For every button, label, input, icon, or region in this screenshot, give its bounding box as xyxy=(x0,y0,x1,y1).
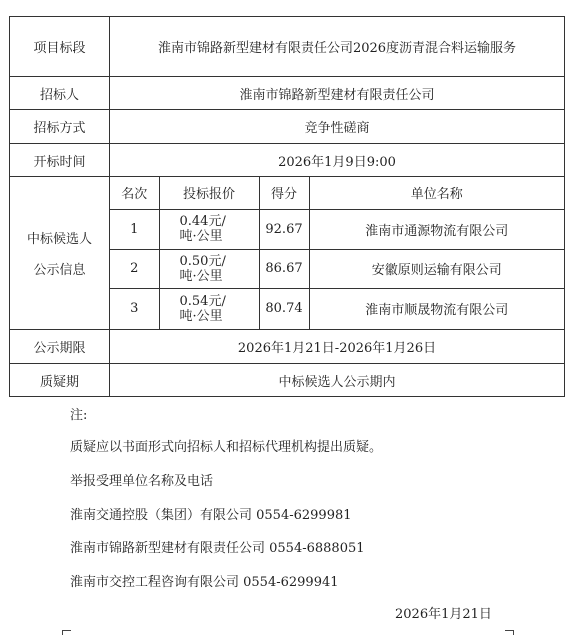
price-line: 0.50元/ xyxy=(179,253,226,269)
table-row xyxy=(110,209,564,249)
note-line-1: 质疑应以书面形式向招标人和招标代理机构提出质疑。 xyxy=(70,440,383,455)
query-value: 中标候选人公示期内 xyxy=(110,364,565,397)
candidates-label-line1: 中标候选人 xyxy=(26,232,92,247)
price-line: 0.44元/ xyxy=(179,214,226,229)
score-cell: 80.74 xyxy=(259,288,309,329)
candidates-label-line2: 公示信息 xyxy=(33,263,86,278)
header-price: 投标报价 xyxy=(159,177,259,209)
crop-mark-left xyxy=(62,630,71,635)
tenderer-label: 招标人 xyxy=(10,77,110,110)
note-line-4: 淮南市锦路新型建材有限责任公司 0554-6888051 xyxy=(70,541,365,556)
price-line: 0.54元/ xyxy=(179,293,226,309)
candidates-table xyxy=(110,177,564,329)
header-rank: 名次 xyxy=(110,177,159,209)
price-unit: 吨·公里 xyxy=(179,268,223,284)
score-cell: 92.67 xyxy=(259,209,309,249)
company-cell: 安徽原则运输有限公司 xyxy=(309,249,564,288)
rank-cell: 1 xyxy=(110,209,159,249)
rank-cell: 3 xyxy=(110,288,159,329)
header-company: 单位名称 xyxy=(309,177,564,209)
price-cell xyxy=(159,209,259,249)
note-line-3: 淮南交通控股（集团）有限公司 0554-6299981 xyxy=(70,508,352,523)
note-title: 注: xyxy=(70,408,88,423)
score-cell: 86.67 xyxy=(259,249,309,288)
table-row xyxy=(110,288,564,329)
period-label: 公示期限 xyxy=(10,330,110,364)
project-label: 项目标段 xyxy=(10,17,110,77)
query-label: 质疑期 xyxy=(10,364,110,397)
price-unit: 吨·公里 xyxy=(179,308,223,324)
bid-result-table xyxy=(9,16,565,397)
crop-mark-right xyxy=(505,630,514,635)
company-cell: 淮南市顺晟物流有限公司 xyxy=(309,288,564,329)
price-cell xyxy=(159,249,259,288)
method-value: 竞争性磋商 xyxy=(110,110,565,144)
table-row xyxy=(110,249,564,288)
issue-date: 2026年1月21日 xyxy=(395,607,492,622)
note-line-5: 淮南市交控工程咨询有限公司 0554-6299941 xyxy=(70,575,339,590)
rank-cell: 2 xyxy=(110,249,159,288)
open-time-value: 2026年1月9日9:00 xyxy=(110,144,565,177)
period-value: 2026年1月21日-2026年1月26日 xyxy=(110,330,565,364)
price-unit: 吨·公里 xyxy=(179,229,223,244)
project-value: 淮南市锦路新型建材有限责任公司2026度沥青混合料运输服务 xyxy=(110,17,565,77)
price-cell xyxy=(159,288,259,329)
open-time-label: 开标时间 xyxy=(10,144,110,177)
header-score: 得分 xyxy=(259,177,309,209)
company-cell: 淮南市通源物流有限公司 xyxy=(309,209,564,249)
note-line-2: 举报受理单位名称及电话 xyxy=(70,474,214,489)
tenderer-value: 淮南市锦路新型建材有限责任公司 xyxy=(110,77,565,110)
method-label: 招标方式 xyxy=(10,110,110,144)
candidates-label xyxy=(10,177,110,330)
